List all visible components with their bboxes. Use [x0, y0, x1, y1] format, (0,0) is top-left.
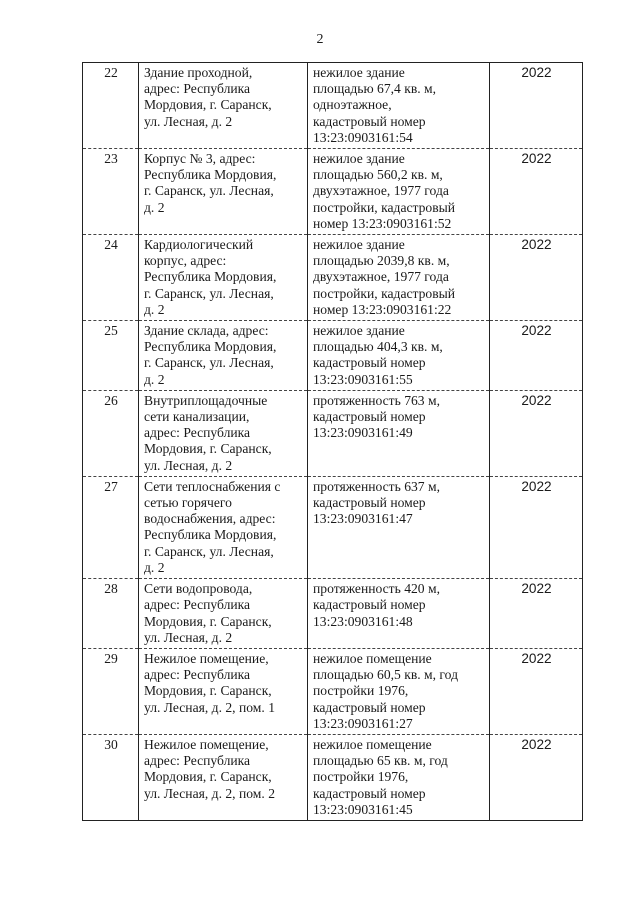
object-description-cell	[308, 63, 490, 149]
object-description-line: протяженность 763 м,	[313, 392, 440, 408]
object-name-line: адрес: Республика	[144, 667, 251, 683]
object-description-line: 13:23:0903161:48	[313, 613, 413, 629]
object-name-line: Нежилое помещение,	[144, 650, 269, 666]
object-name-cell	[139, 648, 308, 734]
year-cell: 2022	[490, 149, 583, 235]
object-name-line: адрес: Республика	[144, 597, 251, 613]
object-description-line: номер 13:23:0903161:52	[313, 215, 452, 231]
table-row	[83, 63, 583, 149]
object-name-line: Республика Мордовия,	[144, 167, 277, 183]
object-description-cell	[308, 149, 490, 235]
object-name-line: ул. Лесная, д. 2	[144, 457, 233, 473]
object-description-line: кадастровый номер	[313, 113, 426, 129]
object-name-cell	[139, 235, 308, 321]
property-registry-table	[82, 62, 583, 821]
object-description-line: протяженность 637 м,	[313, 478, 440, 494]
row-number-cell: 24	[83, 235, 139, 321]
object-name-line: д. 2	[144, 199, 165, 215]
year-cell: 2022	[490, 579, 583, 649]
object-name-line: Республика Мордовия,	[144, 527, 277, 543]
object-description-line: площадью 60,5 кв. м, год	[313, 667, 458, 683]
object-name-line: д. 2	[144, 371, 165, 387]
object-name-line: Сети теплоснабжения с	[144, 478, 281, 494]
object-description-line: площадью 2039,8 кв. м,	[313, 253, 450, 269]
object-description-cell	[308, 390, 490, 476]
object-name-line: адрес: Республика	[144, 425, 251, 441]
object-name-cell	[139, 734, 308, 820]
object-description-line: 13:23:0903161:45	[313, 801, 413, 817]
row-number-cell: 26	[83, 390, 139, 476]
object-description-line: площадью 65 кв. м, год	[313, 753, 448, 769]
object-name-cell	[139, 579, 308, 649]
object-name-line: адрес: Республика	[144, 81, 251, 97]
registry-table-body	[83, 63, 583, 821]
row-number-cell: 23	[83, 149, 139, 235]
object-name-line: водоснабжения, адрес:	[144, 511, 276, 527]
object-name-line: Внутриплощадочные	[144, 392, 268, 408]
object-description-line: двухэтажное, 1977 года	[313, 269, 449, 285]
object-description-line: кадастровый номер	[313, 495, 426, 511]
object-name-line: д. 2	[144, 559, 165, 575]
object-name-cell	[139, 63, 308, 149]
object-name-line: д. 2	[144, 301, 165, 317]
object-description-line: 13:23:0903161:54	[313, 129, 413, 145]
object-description-line: двухэтажное, 1977 года	[313, 183, 449, 199]
row-number-cell: 28	[83, 579, 139, 649]
table-row	[83, 321, 583, 391]
object-name-line: Здание проходной,	[144, 65, 253, 80]
object-description-line: нежилое здание	[313, 237, 405, 253]
object-description-line: одноэтажное,	[313, 97, 392, 113]
object-name-line: сетью горячего	[144, 495, 232, 511]
year-cell: 2022	[490, 734, 583, 820]
object-name-line: г. Саранск, ул. Лесная,	[144, 543, 274, 559]
row-number-cell: 25	[83, 321, 139, 391]
object-description-line: кадастровый номер	[313, 355, 426, 371]
object-name-line: Кардиологический	[144, 237, 254, 253]
object-description-cell	[308, 235, 490, 321]
object-description-line: нежилое помещение	[313, 736, 432, 752]
object-name-line: Мордовия, г. Саранск,	[144, 769, 272, 785]
year-cell: 2022	[490, 321, 583, 391]
table-row	[83, 476, 583, 578]
row-number-cell: 30	[83, 734, 139, 820]
object-name-line: г. Саранск, ул. Лесная,	[144, 285, 274, 301]
object-name-line: корпус, адрес:	[144, 253, 227, 269]
object-description-cell	[308, 321, 490, 391]
object-description-line: кадастровый номер	[313, 699, 426, 715]
object-name-line: сети канализации,	[144, 409, 250, 425]
row-number-cell: 27	[83, 476, 139, 578]
table-row	[83, 149, 583, 235]
year-cell: 2022	[490, 63, 583, 149]
object-description-line: кадастровый номер	[313, 409, 426, 425]
object-name-line: адрес: Республика	[144, 753, 251, 769]
object-name-line: Республика Мордовия,	[144, 269, 277, 285]
object-name-cell	[139, 390, 308, 476]
object-description-line: постройки, кадастровый	[313, 199, 456, 215]
object-description-cell	[308, 648, 490, 734]
object-description-line: протяженность 420 м,	[313, 581, 440, 597]
object-name-line: Мордовия, г. Саранск,	[144, 97, 272, 113]
object-name-cell	[139, 149, 308, 235]
object-name-line: Республика Мордовия,	[144, 339, 277, 355]
object-description-line: постройки, кадастровый	[313, 285, 456, 301]
object-description-line: 13:23:0903161:55	[313, 371, 413, 387]
object-description-line: нежилое помещение	[313, 650, 432, 666]
object-description-line: нежилое здание	[313, 323, 405, 339]
table-row	[83, 390, 583, 476]
object-description-line: постройки 1976,	[313, 683, 409, 699]
object-name-line: г. Саранск, ул. Лесная,	[144, 355, 274, 371]
object-description-cell	[308, 579, 490, 649]
object-name-line: Мордовия, г. Саранск,	[144, 683, 272, 699]
object-name-cell	[139, 321, 308, 391]
object-name-line: Корпус № 3, адрес:	[144, 151, 256, 167]
object-description-line: нежилое здание	[313, 65, 405, 80]
object-name-line: ул. Лесная, д. 2, пом. 1	[144, 699, 275, 715]
object-description-line: постройки 1976,	[313, 769, 409, 785]
object-name-line: ул. Лесная, д. 2, пом. 2	[144, 785, 275, 801]
year-cell: 2022	[490, 476, 583, 578]
object-description-cell	[308, 734, 490, 820]
year-cell: 2022	[490, 235, 583, 321]
object-name-line: Мордовия, г. Саранск,	[144, 613, 272, 629]
year-cell: 2022	[490, 390, 583, 476]
object-description-line: площадью 560,2 кв. м,	[313, 167, 443, 183]
object-description-line: 13:23:0903161:47	[313, 511, 413, 527]
object-description-line: номер 13:23:0903161:22	[313, 301, 452, 317]
object-description-line: 13:23:0903161:27	[313, 715, 413, 731]
object-name-line: ул. Лесная, д. 2	[144, 629, 233, 645]
object-description-line: площадью 67,4 кв. м,	[313, 81, 437, 97]
object-description-line: нежилое здание	[313, 151, 405, 167]
table-row	[83, 579, 583, 649]
object-name-cell	[139, 476, 308, 578]
table-row	[83, 734, 583, 820]
object-name-line: Здание склада, адрес:	[144, 323, 269, 339]
table-row	[83, 235, 583, 321]
object-name-line: Мордовия, г. Саранск,	[144, 441, 272, 457]
object-name-line: Нежилое помещение,	[144, 736, 269, 752]
object-description-cell	[308, 476, 490, 578]
object-description-line: площадью 404,3 кв. м,	[313, 339, 443, 355]
page-number: 2	[316, 32, 324, 47]
row-number-cell: 29	[83, 648, 139, 734]
object-description-line: 13:23:0903161:49	[313, 425, 413, 441]
object-description-line: кадастровый номер	[313, 597, 426, 613]
year-cell: 2022	[490, 648, 583, 734]
object-name-line: Сети водопровода,	[144, 581, 253, 597]
row-number-cell: 22	[83, 63, 139, 149]
table-row	[83, 648, 583, 734]
object-name-line: г. Саранск, ул. Лесная,	[144, 183, 274, 199]
object-name-line: ул. Лесная, д. 2	[144, 113, 233, 129]
object-description-line: кадастровый номер	[313, 785, 426, 801]
